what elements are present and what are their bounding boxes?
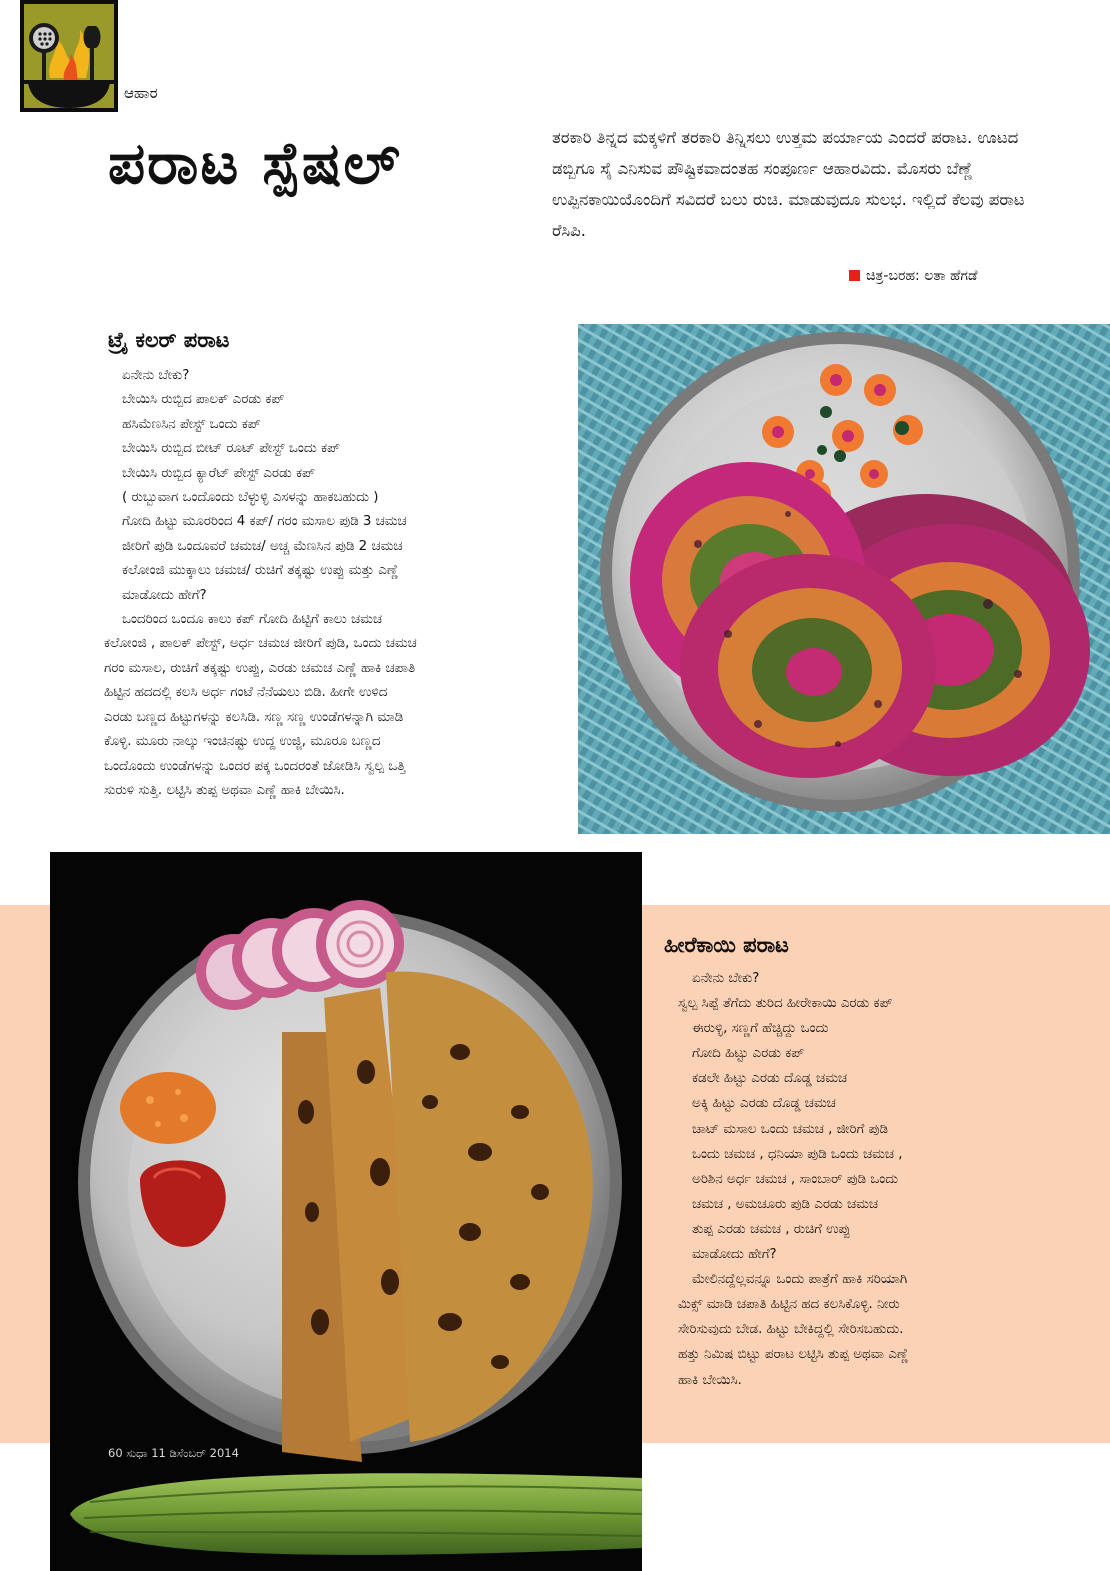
recipe1-line: ಹಿಟ್ಟಿನ ಹದದಲ್ಲಿ ಕಲಸಿ ಅರ್ಧ ಗಂಟೆ ನೆನೆಯಲು ಬಿಡಿ. ಹೀಗೇ ಉಳಿದ (104, 685, 388, 701)
recipe1-line: ಮಾಡೋದು ಹೇಗೆ? (122, 587, 207, 603)
recipe1-line: ಗೋದಿ ಹಿಟ್ಟು ಮೂರರಿಂದ 4 ಕಪ್/ ಗರಂ ಮಸಾಲ ಪುಡಿ 3 ಚಮಚ (122, 514, 407, 530)
recipe2-line: ಹಾಕಿ ಬೇಯಿಸಿ. (678, 1372, 742, 1388)
recipe1-title: ಟ್ರೈ ಕಲರ್ ಪರಾಟ (108, 328, 230, 352)
recipe2-line: ಈರುಳ್ಳಿ, ಸಣ್ಣಗೆ ಹೆಚ್ಚಿದ್ದು ಒಂದು (692, 1021, 829, 1037)
recipe1-line: ಜೀರಿಗೆ ಪುಡಿ ಒಂದೂವರೆ ಚಮಚ/ ಅಚ್ಚ ಮೆಣಸಿನ ಪುಡಿ 2 ಚಮಚ (122, 538, 403, 554)
section-label: ಆಹಾರ (124, 84, 158, 102)
recipe2-line: ಅಕ್ಕಿ ಹಿಟ್ಟು ಎರಡು ದೊಡ್ಡ ಚಮಚ (692, 1096, 836, 1112)
tricolor-paratha-photo (578, 324, 1110, 834)
recipe1-line: ಕಲೋಂಜಿ ಮುಕ್ಕಾಲು ಚಮಚ/ ರುಚಿಗೆ ತಕ್ಕಷ್ಟು ಉಪ್ಪು ಮತ್ತು ಎಣ್ಣೆ (122, 563, 399, 579)
page-title: ಪರಾಟ ಸ್ಪೆಷಲ್ (108, 129, 402, 197)
recipe2-line: ಕಡಲೇ ಹಿಟ್ಟು ಎರಡು ದೊಡ್ಡ ಚಮಚ (692, 1071, 848, 1087)
page-footer: 60 ಸುಧಾ 11 ಡಿಸೆಂಬರ್ 2014 (108, 1446, 239, 1460)
recipe2-body (678, 966, 1098, 1393)
recipe1-line: ಕೊಳ್ಳಿ. ಮೂರು ನಾಲ್ಕು ಇಂಚಿನಷ್ಟು ಉದ್ದ ಉಜ್ಜಿ, ಮೂರೂ ಬಣ್ಣದ (104, 734, 381, 750)
recipe2-line: ಚಮಚ , ಅಮಚೂರು ಪುಡಿ ಎರಡು ಚಮಚ (692, 1196, 878, 1212)
recipe1-line: ( ರುಬ್ಬುವಾಗ ಒಂದೊಂದು ಬೆಳ್ಳುಳ್ಳಿ ಎಸಳನ್ನು ಹಾಕಬಹುದು ) (122, 490, 379, 506)
recipe1-line: ಒಂದರಿಂದ ಒಂದೂ ಕಾಲು ಕಪ್ ಗೋದಿ ಹಿಟ್ಟಿಗೆ ಕಾಲು ಚಮಚ (122, 612, 383, 628)
recipe1-line: ಬೇಯಿಸಿ ರುಬ್ಬಿದ ಪಾಲಕ್ ಎರಡು ಕಪ್ (122, 392, 285, 408)
recipe1-line: ಕಲೋಂಜಿ , ಪಾಲಕ್ ಪೇಸ್ಟ್, ಅರ್ಧ ಚಮಚ ಜೀರಿಗೆ ಪುಡಿ, ಒಂದು ಚಮಚ (104, 636, 417, 652)
recipe2-line: ಚಾಟ್ ಮಸಾಲ ಒಂದು ಚಮಚ , ಜೀರಿಗೆ ಪುಡಿ (692, 1121, 888, 1137)
recipe2-title: ಹೀರೆಕಾಯಿ ಪರಾಟ (664, 933, 789, 957)
ridge-gourd-paratha-photo (50, 852, 642, 1571)
recipe1-line: ಗರಂ ಮಸಾಲ, ರುಚಿಗೆ ತಕ್ಕಷ್ಟು ಉಪ್ಪು, ಎರಡು ಚಮಚ ಎಣ್ಣೆ ಹಾಕಿ ಚಪಾತಿ (104, 660, 416, 676)
recipe1-line: ಬೇಯಿಸಿ ರುಬ್ಬಿದ ಕ್ಯಾರೆಟ್ ಪೇಸ್ಟ್ ಎರಡು ಕಪ್ (122, 465, 315, 481)
recipe2-line: ಅರಿಶಿನ ಅರ್ಧ ಚಮಚ , ಸಾಂಬಾರ್ ಪುಡಿ ಒಂದು (692, 1171, 899, 1187)
recipe2-line: ಸ್ವಲ್ಪ ಸಿಪ್ಪೆ ತೆಗೆದು ತುರಿದ ಹೀರೇಕಾಯಿ ಎರಡು ಕಪ್ (678, 996, 893, 1012)
recipe2-line: ಒಂದು ಚಮಚ , ಧನಿಯಾ ಪುಡಿ ಒಂದು ಚಮಚ , (692, 1146, 903, 1162)
recipe1-line: ಎರಡು ಬಣ್ಣದ ಹಿಟ್ಟುಗಳನ್ನು ಕಲಸಿಡಿ. ಸಣ್ಣ ಸಣ್ಣ ಉಂಡೆಗಳನ್ನಾಗಿ ಮಾಡಿ (104, 709, 404, 725)
section-logo (20, 0, 118, 112)
recipe2-line: ಗೋದಿ ಹಿಟ್ಟು ಎರಡು ಕಪ್ (692, 1046, 805, 1062)
intro-paragraph: ತರಕಾರಿ ತಿನ್ನದ ಮಕ್ಕಳಿಗೆ ತರಕಾರಿ ತಿನ್ನಿಸಲು ಉತ್ತಮ ಪರ್ಯಾಯ ಎಂದರೆ ಪರಾಟ. ಊಟದ ಡಬ್ಬಿಗೂ ಸೈ ಎನಿಸುವ ಪೌಷ್ಟಿಕವಾದಂತಹ ಸಂಪೂರ್ಣ ಆಹಾರವಿದು. ಮೊಸರು ಬೆಣ್ಣೆ ಉಪ್ಪಿನಕಾಯಿಯೊಂದಿಗೆ ಸವಿದರೆ ಬಲು ರುಚಿ. ಮಾಡುವುದೂ ಸುಲಭ. ಇಲ್ಲಿದೆ ಕೆಲವು ಪರಾಟ ರೆಸಿಪಿ. (552, 128, 1025, 240)
byline (849, 268, 977, 284)
red-square-icon (849, 270, 860, 281)
recipe1-body (104, 364, 564, 803)
recipe1-line: ಬೇಯಿಸಿ ರುಬ್ಬಿದ ಬೀಟ್ ರೂಟ್ ಪೇಸ್ಟ್ ಒಂದು ಕಪ್ (122, 441, 340, 457)
recipe2-line: ಮಾಡೋದು ಹೇಗೆ? (692, 1247, 777, 1263)
recipe2-line: ಮೇಲಿನದ್ದೆಲ್ಲವನ್ನೂ ಒಂದು ಪಾತ್ರೆಗೆ ಹಾಕಿ ಸರಿಯಾಗಿ (692, 1272, 908, 1288)
recipe2-line: ಏನೇನು ಬೇಕು? (692, 971, 760, 986)
recipe2-line: ಹತ್ತು ನಿಮಿಷ ಬಿಟ್ಟು ಪರಾಟ ಲಟ್ಟಿಸಿ ತುಪ್ಪ ಅಥವಾ ಎಣ್ಣೆ (678, 1347, 909, 1363)
recipe1-line: ಏನೇನು ಬೇಕು? (122, 368, 190, 383)
recipe2-line: ಸೇರಿಸುವುದು ಬೇಡ. ಹಿಟ್ಟು ಬೇಕಿದ್ದಲ್ಲಿ ಸೇರಿಸಬಹುದು. (678, 1322, 904, 1338)
recipe1-line: ಸುರುಳಿ ಸುತ್ತಿ. ಲಟ್ಟಿಸಿ ತುಪ್ಪ ಅಥವಾ ಎಣ್ಣೆ ಹಾಕಿ ಬೇಯಿಸಿ. (104, 782, 345, 798)
recipe2-line: ತುಪ್ಪ ಎರಡು ಚಮಚ , ರುಚಿಗೆ ಉಪ್ಪು (692, 1221, 851, 1237)
kitchen-utensils-icon (20, 0, 118, 112)
recipe2-line: ಮಿಕ್ಸ್ ಮಾಡಿ ಚಪಾತಿ ಹಿಟ್ಟಿನ ಹದ ಕಲಸಿಕೊಳ್ಳಿ. ನೀರು (678, 1297, 900, 1313)
byline-text: ಚಿತ್ರ-ಬರಹ: ಲತಾ ಹೆಗಡೆ (866, 268, 978, 284)
recipe1-line: ಹಸಿಮೆಣಸಿನ ಪೇಸ್ಟ್ ಒಂದು ಕಪ್ (122, 416, 261, 432)
recipe1-line: ಒಂದೊಂದು ಉಂಡೆಗಳನ್ನು ಒಂದರ ಪಕ್ಕ ಒಂದರಂತೆ ಜೋಡಿಸಿ ಸ್ವಲ್ಪ ಒತ್ತಿ (104, 758, 406, 774)
